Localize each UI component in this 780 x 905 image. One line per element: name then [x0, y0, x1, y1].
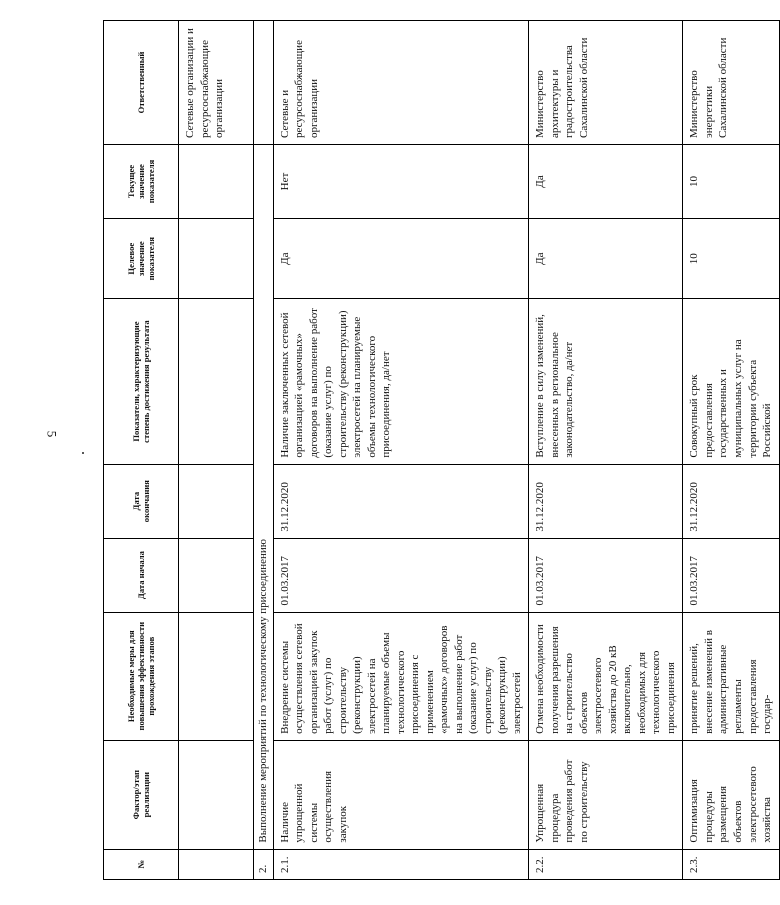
row-factor: Оптимизация процедуры размещения объектов электросетевого хозяйства: [683, 740, 779, 849]
table-cell-responsible: Сетевые организации и ресурсоснабжающие организации: [179, 21, 254, 145]
row-current-value: Нет: [273, 145, 529, 219]
header-cell-end: Дата окончания: [104, 464, 179, 538]
row-current-value: 10: [683, 145, 779, 219]
row-number: 2.3.: [683, 849, 779, 879]
table-cell: [179, 849, 254, 879]
table-row-continued: [179, 21, 254, 880]
row-end-date: 31.12.2020: [273, 464, 529, 538]
row-indicator: Наличие заключенных сетевой организацией «рамочных» договоров на выполнение работ (оказание услуг) по строительству (реконструкции) электросетей на планируемые объемы технологического присоединения, да/нет: [273, 299, 529, 464]
table-cell: [179, 612, 254, 740]
header-cell-indicator: Показатели, характеризующие степень достижения результата: [104, 299, 179, 464]
row-start-date: 01.03.2017: [529, 538, 683, 612]
row-end-date: 31.12.2020: [683, 464, 779, 538]
row-factor: Наличие упрощенной системы осуществления закупок: [273, 740, 529, 849]
row-measures: Внедрение системы осуществления сетевой организацией закупок работ (услуг) по строительству (реконструкции) электросетей на планируемые объемы технологического присоединения с применением «рамочных» договоров на выполнение работ (оказание услуг) по строительству (реконструкции) электросетей: [273, 612, 529, 740]
row-measures: Отмена необходимости получения разрешения на строительство объектов электросетевого хозяйства до 20 кВ включительно, необходимых для технологического присоединения: [529, 612, 683, 740]
row-start-date: 01.03.2017: [683, 538, 779, 612]
header-cell-num: №: [104, 849, 179, 879]
table-row: [273, 21, 529, 880]
row-number: 2.1.: [273, 849, 529, 879]
row-responsible: Министерство архитектуры и градостроительства Сахалинской области: [529, 21, 683, 145]
row-target-value: Да: [273, 218, 529, 298]
table-cell: [179, 218, 254, 298]
row-responsible: Министерство энергетики Сахалинской области: [683, 21, 779, 145]
row-number: 2.2.: [529, 849, 683, 879]
table-cell: [179, 464, 254, 538]
scan-speck: [82, 452, 84, 454]
row-target-value: Да: [529, 218, 683, 298]
row-current-value: Да: [529, 145, 683, 219]
table-cell: [179, 145, 254, 219]
row-factor: Упрощенная процедура проведения работ по строительству: [529, 740, 683, 849]
section-title: Выполнение мероприятий по технологическому присоединению: [254, 145, 274, 850]
row-target-value: 10: [683, 218, 779, 298]
row-indicator: Вступление в силу изменений, внесенных в региональное законодательство, да/нет: [529, 299, 683, 464]
row-responsible: Сетевые и ресурсоснабжающие организации: [273, 21, 529, 145]
section-row: [254, 21, 274, 880]
page-number: 5: [44, 430, 60, 438]
header-cell-measures: Необходимые меры для повышения эффективности прохождения этапов: [104, 612, 179, 740]
row-measures: принятие решений, внесение изменений в административные регламенты предоставления государ-: [683, 612, 779, 740]
measures-table: [103, 20, 780, 880]
table-cell: [254, 21, 274, 145]
header-cell-current: Текущее значение показателя: [104, 145, 179, 219]
table-row: [683, 21, 779, 880]
row-end-date: 31.12.2020: [529, 464, 683, 538]
header-cell-factor: Фактор/этап реализации: [104, 740, 179, 849]
rotated-page-content: [103, 20, 774, 880]
row-start-date: 01.03.2017: [273, 538, 529, 612]
row-indicator: Совокупный срок предоставления государственных и муниципальных услуг на территории субъекта Российской: [683, 299, 779, 464]
table-row: [529, 21, 683, 880]
header-cell-start: Дата начала: [104, 538, 179, 612]
table-cell: [179, 538, 254, 612]
header-cell-responsible: Ответственный: [104, 21, 179, 145]
table-header-row: [104, 21, 179, 880]
table-cell: [179, 299, 254, 464]
header-cell-target: Целевое значение показателя: [104, 218, 179, 298]
section-number: 2.: [254, 849, 274, 879]
table-cell: [179, 740, 254, 849]
